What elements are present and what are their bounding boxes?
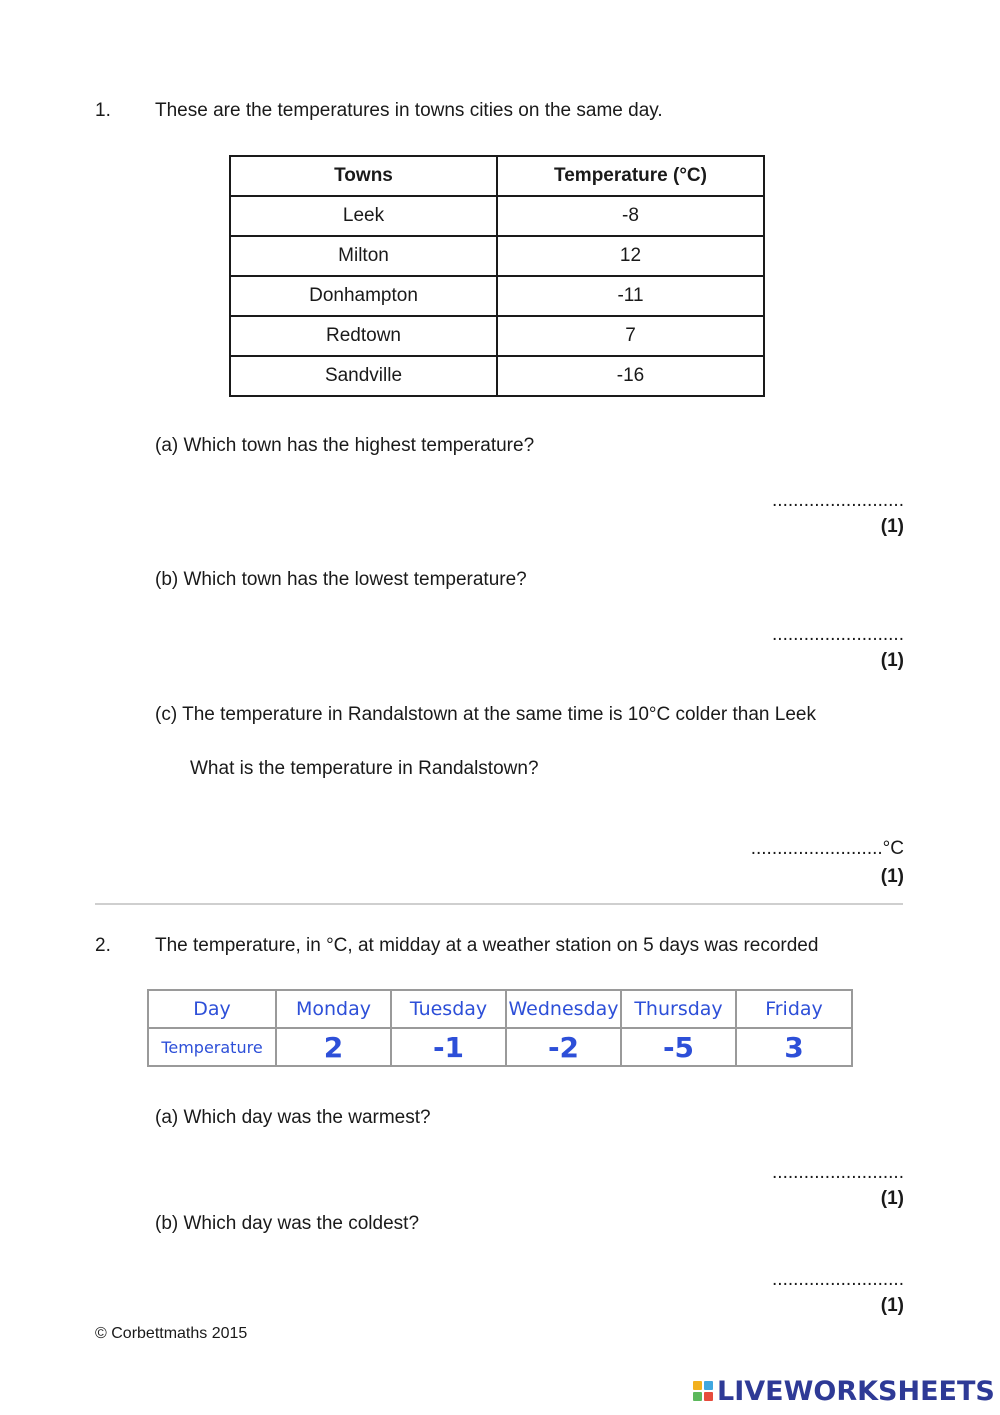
temperature-cell: -11 bbox=[497, 276, 764, 316]
town-cell: Leek bbox=[230, 196, 497, 236]
table-header-towns: Towns bbox=[230, 156, 497, 196]
town-cell: Redtown bbox=[230, 316, 497, 356]
table-row bbox=[230, 196, 764, 236]
answer-1c-field[interactable]: .........................°C bbox=[750, 838, 904, 859]
section-divider bbox=[95, 903, 903, 905]
marks-2b: (1) bbox=[880, 1295, 904, 1316]
logo-tiles-icon bbox=[693, 1381, 713, 1401]
logo-tile bbox=[704, 1381, 713, 1390]
question-1b-text: (b) Which town has the lowest temperature? bbox=[155, 569, 527, 590]
day-row bbox=[148, 990, 852, 1028]
temperature-cell: -16 bbox=[497, 356, 764, 396]
logo-text: LIVEWORKSHEETS bbox=[717, 1375, 995, 1407]
temp-cell: -1 bbox=[391, 1028, 506, 1066]
table-row bbox=[230, 316, 764, 356]
liveworksheets-logo bbox=[693, 1374, 995, 1408]
town-cell: Donhampton bbox=[230, 276, 497, 316]
temperature-table bbox=[229, 155, 765, 397]
table-row bbox=[230, 276, 764, 316]
table-header-row bbox=[230, 156, 764, 196]
copyright-footer: © Corbettmaths 2015 bbox=[95, 1325, 248, 1342]
marks-2a: (1) bbox=[880, 1188, 904, 1209]
logo-tile bbox=[693, 1381, 702, 1390]
marks-1a: (1) bbox=[880, 516, 904, 537]
question-1c-subtext: What is the temperature in Randalstown? bbox=[190, 758, 539, 779]
day-cell: Thursday bbox=[621, 990, 736, 1028]
day-cell: Tuesday bbox=[391, 990, 506, 1028]
temperature-cell: -8 bbox=[497, 196, 764, 236]
marks-1c: (1) bbox=[880, 866, 904, 887]
table-row bbox=[230, 356, 764, 396]
question-1c-text: (c) The temperature in Randalstown at the same time is 10°C colder than Leek bbox=[155, 704, 816, 725]
answer-2a-field[interactable]: ......................... bbox=[772, 1162, 904, 1183]
table-row bbox=[230, 236, 764, 276]
logo-tile bbox=[704, 1392, 713, 1401]
temp-cell: -5 bbox=[621, 1028, 736, 1066]
logo-tile bbox=[693, 1392, 702, 1401]
answer-2b-field[interactable]: ......................... bbox=[772, 1269, 904, 1290]
temp-cell: -2 bbox=[506, 1028, 621, 1066]
temp-cell: 2 bbox=[276, 1028, 391, 1066]
temperature-label-cell: Temperature bbox=[148, 1028, 276, 1066]
temperature-row bbox=[148, 1028, 852, 1066]
question-2a-text: (a) Which day was the warmest? bbox=[155, 1107, 431, 1128]
temperature-cell: 7 bbox=[497, 316, 764, 356]
day-label-cell: Day bbox=[148, 990, 276, 1028]
question-2-text: The temperature, in °C, at midday at a weather station on 5 days was recorded bbox=[155, 935, 819, 956]
question-2-number: 2. bbox=[95, 935, 111, 956]
answer-1a-field[interactable]: ......................... bbox=[772, 490, 904, 511]
question-2b-text: (b) Which day was the coldest? bbox=[155, 1213, 420, 1234]
question-1-number: 1. bbox=[95, 100, 111, 121]
table-header-temperature: Temperature (°C) bbox=[497, 156, 764, 196]
day-cell: Friday bbox=[736, 990, 852, 1028]
temp-cell: 3 bbox=[736, 1028, 852, 1066]
marks-1b: (1) bbox=[880, 650, 904, 671]
town-cell: Sandville bbox=[230, 356, 497, 396]
day-cell: Wednesday bbox=[506, 990, 621, 1028]
day-cell: Monday bbox=[276, 990, 391, 1028]
answer-1b-field[interactable]: ......................... bbox=[772, 624, 904, 645]
temperature-cell: 12 bbox=[497, 236, 764, 276]
town-cell: Milton bbox=[230, 236, 497, 276]
question-1a-text: (a) Which town has the highest temperature? bbox=[155, 435, 535, 456]
weather-table bbox=[147, 989, 853, 1067]
question-1-text: These are the temperatures in towns cities on the same day. bbox=[155, 100, 663, 121]
